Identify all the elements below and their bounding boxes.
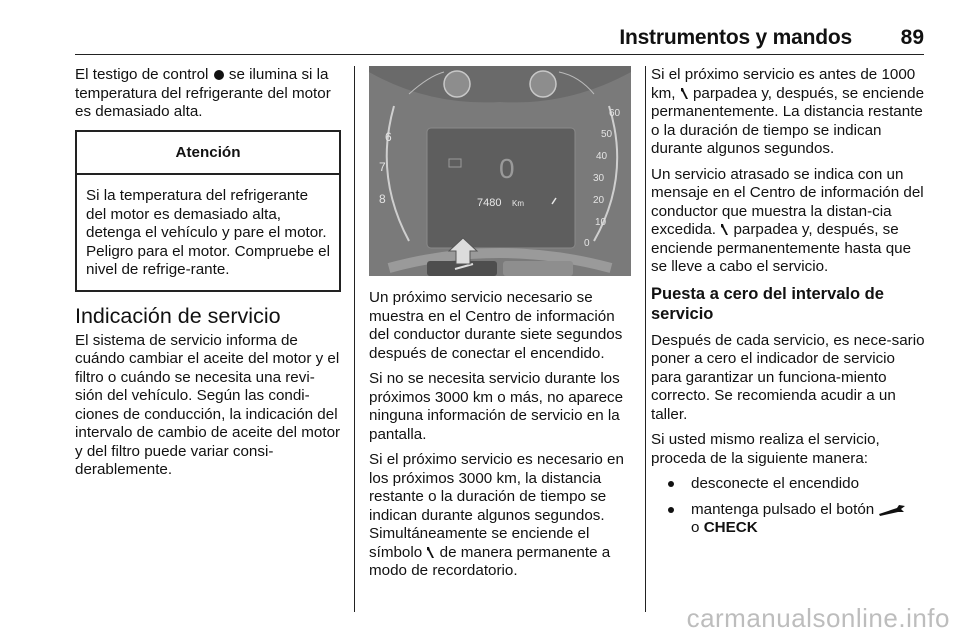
intro-paragraph bbox=[75, 66, 341, 122]
col2-paragraph-3 bbox=[369, 451, 635, 581]
col3-paragraph-4: Si usted mismo realiza el servicio, proceda de la siguiente manera: bbox=[651, 431, 880, 467]
speed-tick-60: 60 bbox=[609, 108, 621, 119]
notice-title: Atención bbox=[77, 132, 339, 176]
rpm-tick-6: 6 bbox=[385, 130, 392, 144]
page-number: 89 bbox=[900, 26, 924, 49]
col3-p2-text-b: parpadea y, después, se enciende permanentemente hasta que se lleve a cabo el servicio. bbox=[651, 221, 912, 275]
check-button-label: CHECK bbox=[703, 519, 758, 536]
display-digital-value: 0 bbox=[499, 153, 515, 184]
col3-p1-text-a: Si el próximo servicio es antes de 1000 km, bbox=[651, 66, 916, 102]
wrench-icon bbox=[680, 87, 689, 100]
col3-p1-text-b: parpadea y, después, se enciende permanentemente. La distancia restante o la duración de tiempo se indican durante algunos segundos. bbox=[651, 84, 925, 157]
column-divider-1 bbox=[354, 66, 355, 612]
check-button bbox=[503, 261, 573, 276]
speed-tick-10: 10 bbox=[595, 217, 607, 228]
header-title: Instrumentos y mandos bbox=[619, 26, 852, 49]
left-knob-icon bbox=[444, 71, 470, 97]
odometer-unit: Km bbox=[512, 199, 524, 208]
notice-box bbox=[75, 130, 341, 292]
list-item: desconecte el encendido bbox=[651, 475, 927, 494]
wrench-icon bbox=[720, 223, 729, 236]
rpm-tick-8: 8 bbox=[379, 192, 386, 206]
speed-tick-20: 20 bbox=[593, 195, 605, 206]
bullet2-or: o bbox=[691, 519, 700, 536]
rpm-tick-7: 7 bbox=[379, 160, 386, 174]
notice-body: Si la temperatura del refrigerante del motor es demasiado alta, detenga el vehículo y pare el motor. Peligro para el motor. Compruebe el nivel de refrige-rante. bbox=[86, 187, 330, 278]
info-display bbox=[427, 128, 575, 248]
speed-tick-40: 40 bbox=[596, 151, 608, 162]
header-rule bbox=[75, 54, 924, 55]
intro-text-a: El testigo de control bbox=[75, 66, 209, 83]
intro-text-b: se ilumina si la temperatura del refrigerante del motor es demasiado alta. bbox=[75, 66, 331, 120]
list-item bbox=[651, 501, 927, 538]
column-1 bbox=[75, 66, 341, 487]
page-header bbox=[0, 0, 960, 52]
col2-paragraph-2: Si no se necesita servicio durante los próximos 3000 km o más, no aparece ninguna información de servicio en la pantalla. bbox=[369, 370, 624, 443]
wrench-icon bbox=[426, 546, 435, 559]
col3-p2-text-a: Un servicio atrasado se indica con un mensaje en el Centro de información del conductor que muestra la distan-cia excedida. bbox=[651, 165, 924, 238]
column-2 bbox=[369, 289, 635, 588]
instrument-cluster-figure bbox=[369, 66, 631, 276]
column-divider-2 bbox=[645, 66, 646, 612]
speed-tick-50: 50 bbox=[601, 129, 613, 140]
reset-button-icon bbox=[878, 504, 906, 516]
section-title-service: Indicación de servicio bbox=[75, 303, 281, 328]
col2-p3-text-a: Si el próximo servicio es necesario en los próximos 3000 km, la distancia restante o la duración de tiempo se indican durante algunos segundos. Simultáneamente se enciende el símbolo bbox=[369, 451, 624, 561]
right-knob-icon bbox=[530, 71, 556, 97]
section-title-reset: Puesta a cero del intervalo de servicio bbox=[651, 284, 884, 323]
speed-tick-0: 0 bbox=[584, 238, 590, 249]
column-3 bbox=[651, 66, 927, 545]
odometer-value: 7480 bbox=[477, 197, 502, 209]
instrument-cluster-illustration bbox=[369, 66, 631, 276]
col3-paragraph-2 bbox=[651, 166, 927, 277]
warning-light-icon bbox=[214, 70, 224, 80]
col3-paragraph-1 bbox=[651, 66, 927, 159]
watermark: carmanualsonline.info bbox=[686, 603, 950, 633]
speed-tick-30: 30 bbox=[593, 173, 605, 184]
col3-paragraph-3: Después de cada servicio, es nece-sario poner a cero el indicador de servicio para garantizar un funciona-miento correcto. Se recomienda acudir a un taller. bbox=[651, 331, 925, 423]
col2-paragraph-1: Un próximo servicio necesario se muestra en el Centro de información del conductor durante siete segundos después de conectar el encendido. bbox=[369, 289, 623, 362]
bullet2-text: mantenga pulsado el botón bbox=[691, 500, 875, 518]
procedure-list bbox=[651, 475, 927, 538]
col2-p3-text-b: de manera permanente a modo de recordatorio. bbox=[369, 543, 611, 579]
service-paragraph: El sistema de servicio informa de cuándo cambiar el aceite del motor y el filtro o cuándo se necesita una revi-sión del vehículo. Según las condi-ciones de conducción, la indicación del intervalo de cambio de aceite del motor y del filtro puede variar consi-derablemente. bbox=[75, 331, 341, 478]
